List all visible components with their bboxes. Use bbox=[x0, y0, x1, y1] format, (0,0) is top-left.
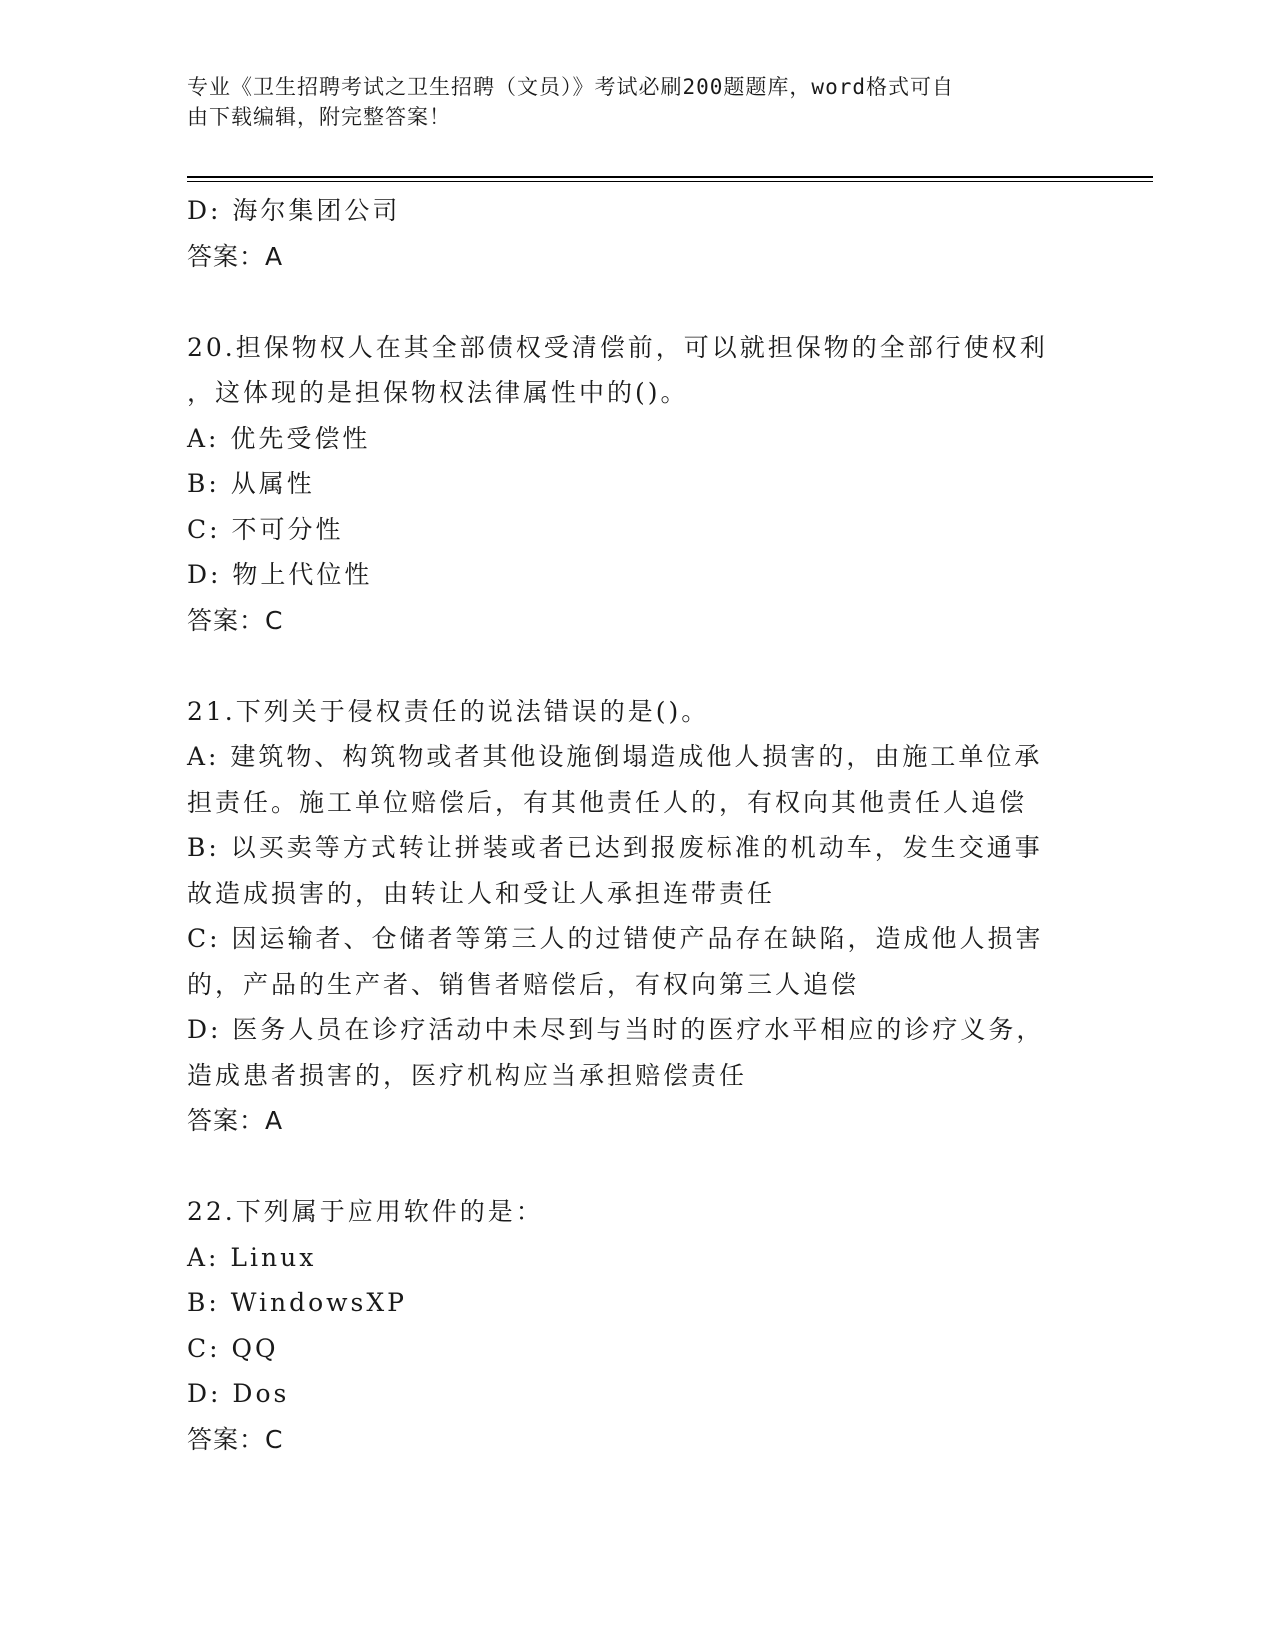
question-22-option-d: D: Dos bbox=[187, 1379, 290, 1408]
question-20-option-b: B: 从属性 bbox=[187, 469, 315, 498]
question-22 bbox=[187, 1189, 1087, 1462]
question-22-option-c: C: QQ bbox=[187, 1333, 279, 1363]
question-21-stem: 21.下列关于侵权责任的说法错误的是()。 bbox=[187, 696, 710, 726]
question-20-option-a: A: 优先受偿性 bbox=[187, 423, 371, 453]
question-22-stem: 22.下列属于应用软件的是： bbox=[187, 1197, 544, 1226]
question-22-answer: 答案：C bbox=[187, 1424, 284, 1454]
question-20-answer: 答案：C bbox=[187, 605, 284, 635]
header-divider-thick bbox=[187, 176, 1153, 178]
question-21-option-c-line-2: 的，产品的生产者、销售者赔偿后，有权向第三人追偿 bbox=[187, 969, 860, 999]
spacer bbox=[187, 643, 1087, 689]
spacer bbox=[187, 279, 1087, 325]
question-21-option-b-line-1: B: 以买卖等方式转让拼装或者已达到报废标准的机动车，发生交通事 bbox=[187, 833, 1043, 862]
header-text-line-1: 专业《卫生招聘考试之卫生招聘（文员）》考试必刷200题题库，word格式可自 bbox=[187, 75, 954, 99]
question-21 bbox=[187, 689, 1087, 1144]
question-21-option-d-line-1: D: 医务人员在诊疗活动中未尽到与当时的医疗水平相应的诊疗义务， bbox=[187, 1015, 1045, 1044]
question-22-option-b: B: WindowsXP bbox=[187, 1288, 407, 1317]
question-21-option-b-line-2: 故造成损害的，由转让人和受让人承担连带责任 bbox=[187, 878, 776, 908]
prev-option-d: D: 海尔集团公司 bbox=[187, 196, 401, 225]
question-20 bbox=[187, 325, 1087, 644]
document-header bbox=[187, 72, 1067, 132]
question-21-answer: 答案：A bbox=[187, 1106, 284, 1135]
question-20-option-d: D: 物上代位性 bbox=[187, 560, 373, 589]
question-20-stem-line-2: ，这体现的是担保物权法律属性中的()。 bbox=[187, 378, 689, 407]
spacer bbox=[187, 1144, 1087, 1190]
question-21-option-a-line-2: 担责任。施工单位赔偿后，有其他责任人的，有权向其他责任人追偿 bbox=[187, 787, 1028, 817]
header-divider-thin bbox=[187, 181, 1153, 182]
question-21-option-a-line-1: A: 建筑物、构筑物或者其他设施倒塌造成他人损害的，由施工单位承 bbox=[187, 742, 1043, 771]
question-22-option-a: A: Linux bbox=[187, 1242, 317, 1272]
question-21-option-c-line-1: C: 因运输者、仓储者等第三人的过错使产品存在缺陷，造成他人损害 bbox=[187, 924, 1044, 953]
question-21-option-d-line-2: 造成患者损害的，医疗机构应当承担赔偿责任 bbox=[187, 1060, 748, 1090]
header-text-line-2: 由下载编辑，附完整答案！ bbox=[187, 105, 451, 129]
question-content bbox=[187, 188, 1087, 1462]
question-20-option-c: C: 不可分性 bbox=[187, 514, 344, 544]
prev-answer: 答案：A bbox=[187, 241, 284, 271]
question-20-stem-line-1: 20.担保物权人在其全部债权受清偿前，可以就担保物的全部行使权利 bbox=[187, 332, 1048, 362]
